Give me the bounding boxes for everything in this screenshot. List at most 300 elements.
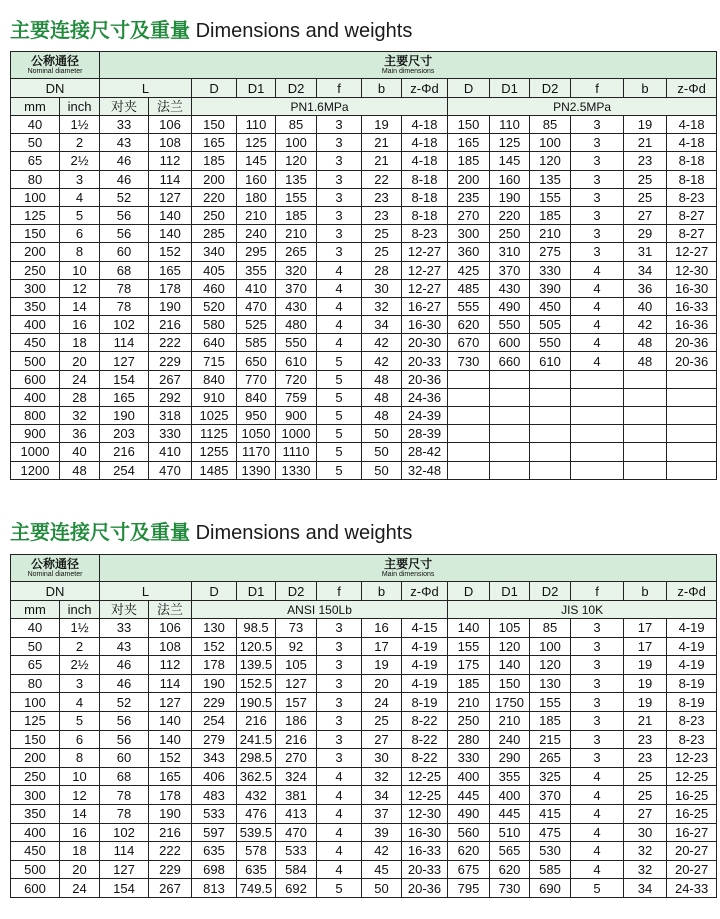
b-header: b xyxy=(624,582,667,601)
cell-dn-inch: 18 xyxy=(60,842,100,861)
cell-l-flange: 318 xyxy=(149,407,192,425)
cell-b: 42 xyxy=(362,842,402,861)
cell-b-r: 36 xyxy=(624,279,667,297)
cell-l-flange: 470 xyxy=(149,461,192,479)
cell-d1-r: 430 xyxy=(490,279,530,297)
cell-b-r: 32 xyxy=(624,860,667,879)
cell-f: 4 xyxy=(317,334,362,352)
cell-d2: 759 xyxy=(276,388,317,406)
cell-b-r: 17 xyxy=(624,619,667,638)
cell-d1-r xyxy=(490,388,530,406)
cell-dn-inch: 4 xyxy=(60,188,100,206)
cell-b: 19 xyxy=(362,656,402,675)
d-header: D xyxy=(192,582,237,601)
cell-d-r: 300 xyxy=(448,225,490,243)
cell-b: 21 xyxy=(362,152,402,170)
cell-bolt-holes: 12-30 xyxy=(402,804,448,823)
dimensions-table xyxy=(10,51,717,480)
table-row xyxy=(11,370,717,388)
cell-d-r: 150 xyxy=(448,116,490,134)
cell-d-r: 620 xyxy=(448,316,490,334)
table-row xyxy=(11,842,717,861)
title-cn: 主要连接尺寸及重量 xyxy=(10,522,190,544)
title-en: Dimensions and weights xyxy=(195,522,413,544)
cell-f-r: 3 xyxy=(571,693,624,712)
cell-b: 23 xyxy=(362,188,402,206)
cell-d2-r: 85 xyxy=(530,116,571,134)
cell-dn-inch: 18 xyxy=(60,334,100,352)
cell-bolt-holes-r: 4-18 xyxy=(667,116,717,134)
cell-d: 285 xyxy=(192,225,237,243)
cell-d: 250 xyxy=(192,206,237,224)
cell-d2-r xyxy=(530,443,571,461)
table-row xyxy=(11,352,717,370)
cell-d2: 216 xyxy=(276,730,317,749)
cell-bolt-holes-r: 4-18 xyxy=(667,134,717,152)
cell-f-r: 3 xyxy=(571,206,624,224)
cell-d1-r: 145 xyxy=(490,152,530,170)
cell-d2-r: 185 xyxy=(530,206,571,224)
cell-b-r: 21 xyxy=(624,134,667,152)
cell-l-flange: 267 xyxy=(149,879,192,898)
cell-dn-inch: 12 xyxy=(60,786,100,805)
cell-l-flange: 165 xyxy=(149,767,192,786)
table-row xyxy=(11,297,717,315)
cell-d1: 1170 xyxy=(237,443,276,461)
main-dimensions-header: 主要尺寸 Main dimensions xyxy=(100,52,717,79)
cell-d2: 1000 xyxy=(276,425,317,443)
cell-f: 5 xyxy=(317,370,362,388)
table-row xyxy=(11,206,717,224)
cell-b: 34 xyxy=(362,316,402,334)
cell-f-r: 3 xyxy=(571,711,624,730)
cell-f-r: 5 xyxy=(571,879,624,898)
cell-b-r: 48 xyxy=(624,334,667,352)
cell-d2-r xyxy=(530,407,571,425)
cell-f-r: 4 xyxy=(571,261,624,279)
cell-d: 165 xyxy=(192,134,237,152)
table-row xyxy=(11,116,717,134)
cell-f: 3 xyxy=(317,711,362,730)
cell-d2-r: 505 xyxy=(530,316,571,334)
cell-dn-mm: 200 xyxy=(11,749,60,768)
cell-l-wafer: 52 xyxy=(100,693,149,712)
cell-bolt-holes: 20-36 xyxy=(402,879,448,898)
cell-dn-inch: 4 xyxy=(60,693,100,712)
cell-f: 5 xyxy=(317,425,362,443)
cell-bolt-holes-r: 12-25 xyxy=(667,767,717,786)
standard-left-header: ANSI 150Lb xyxy=(192,601,448,619)
cell-l-flange: 222 xyxy=(149,842,192,861)
cell-d: 460 xyxy=(192,279,237,297)
cell-b: 48 xyxy=(362,407,402,425)
cell-d1-r xyxy=(490,370,530,388)
cell-bolt-holes: 12-25 xyxy=(402,767,448,786)
cell-b: 22 xyxy=(362,170,402,188)
cell-dn-mm: 600 xyxy=(11,370,60,388)
cell-dn-inch: 40 xyxy=(60,443,100,461)
cell-d2-r: 185 xyxy=(530,711,571,730)
cell-d-r: 490 xyxy=(448,804,490,823)
cell-d1-r: 110 xyxy=(490,116,530,134)
cell-d: 405 xyxy=(192,261,237,279)
cell-d1-r: 490 xyxy=(490,297,530,315)
cell-d1-r: 290 xyxy=(490,749,530,768)
cell-l-flange: 410 xyxy=(149,443,192,461)
cell-b: 16 xyxy=(362,619,402,638)
cell-b: 42 xyxy=(362,334,402,352)
table-row xyxy=(11,693,717,712)
cell-bolt-holes: 8-19 xyxy=(402,693,448,712)
cell-f: 3 xyxy=(317,116,362,134)
cell-b: 27 xyxy=(362,730,402,749)
cell-d: 580 xyxy=(192,316,237,334)
cell-bolt-holes-r: 12-23 xyxy=(667,749,717,768)
cell-dn-mm: 125 xyxy=(11,711,60,730)
cell-d1: 362.5 xyxy=(237,767,276,786)
cell-b: 25 xyxy=(362,225,402,243)
cell-l-flange: 140 xyxy=(149,225,192,243)
table-row xyxy=(11,637,717,656)
cell-l-wafer: 46 xyxy=(100,674,149,693)
cell-d2: 720 xyxy=(276,370,317,388)
cell-f: 3 xyxy=(317,656,362,675)
nominal-diameter-header: 公称通径 Nominal diameter xyxy=(11,52,100,79)
table-row xyxy=(11,334,717,352)
cell-d1-r: 150 xyxy=(490,674,530,693)
cell-d: 640 xyxy=(192,334,237,352)
cell-l-flange: 216 xyxy=(149,316,192,334)
cell-bolt-holes: 8-18 xyxy=(402,188,448,206)
table-row xyxy=(11,225,717,243)
d2-header: D2 xyxy=(276,79,317,98)
cell-b-r xyxy=(624,443,667,461)
cell-b-r: 25 xyxy=(624,767,667,786)
cell-bolt-holes: 8-22 xyxy=(402,730,448,749)
cell-b: 30 xyxy=(362,279,402,297)
cell-dn-inch: 16 xyxy=(60,823,100,842)
cell-bolt-holes: 16-30 xyxy=(402,823,448,842)
cell-d-r: 425 xyxy=(448,261,490,279)
cell-f: 5 xyxy=(317,879,362,898)
cell-d1: 950 xyxy=(237,407,276,425)
cell-dn-mm: 300 xyxy=(11,279,60,297)
cell-l-flange: 190 xyxy=(149,297,192,315)
cell-dn-mm: 80 xyxy=(11,674,60,693)
cell-f: 3 xyxy=(317,730,362,749)
cell-l-wafer: 60 xyxy=(100,749,149,768)
cell-b-r: 19 xyxy=(624,693,667,712)
b-header: b xyxy=(362,582,402,601)
cell-d2-r: 550 xyxy=(530,334,571,352)
cell-b-r xyxy=(624,388,667,406)
cell-d1: 298.5 xyxy=(237,749,276,768)
cell-dn-inch: 24 xyxy=(60,879,100,898)
cell-d1: 355 xyxy=(237,261,276,279)
cell-l-wafer: 154 xyxy=(100,370,149,388)
cell-d2-r: 585 xyxy=(530,860,571,879)
cell-dn-mm: 400 xyxy=(11,388,60,406)
cell-dn-inch: 48 xyxy=(60,461,100,479)
cell-f-r: 3 xyxy=(571,619,624,638)
cell-d: 152 xyxy=(192,637,237,656)
cell-f-r: 3 xyxy=(571,225,624,243)
d2-header: D2 xyxy=(530,582,571,601)
cell-f-r: 4 xyxy=(571,316,624,334)
cell-d1: 470 xyxy=(237,297,276,315)
cell-d1-r: 660 xyxy=(490,352,530,370)
cell-d-r xyxy=(448,425,490,443)
cell-f-r xyxy=(571,407,624,425)
cell-l-flange: 108 xyxy=(149,637,192,656)
cell-d1-r: 600 xyxy=(490,334,530,352)
cell-f: 5 xyxy=(317,352,362,370)
dn-header: DN xyxy=(11,582,100,601)
cell-f: 3 xyxy=(317,188,362,206)
cell-b-r: 30 xyxy=(624,823,667,842)
cell-f: 5 xyxy=(317,407,362,425)
cell-d1: 650 xyxy=(237,352,276,370)
cell-d: 178 xyxy=(192,656,237,675)
cell-d1: 749.5 xyxy=(237,879,276,898)
cell-bolt-holes: 4-18 xyxy=(402,116,448,134)
cell-bolt-holes-r: 12-27 xyxy=(667,243,717,261)
cell-bolt-holes-r: 16-25 xyxy=(667,786,717,805)
cell-dn-mm: 600 xyxy=(11,879,60,898)
cell-l-flange: 114 xyxy=(149,170,192,188)
cell-d1: 410 xyxy=(237,279,276,297)
cell-f-r: 3 xyxy=(571,188,624,206)
cell-d-r: 270 xyxy=(448,206,490,224)
cell-l-flange: 152 xyxy=(149,243,192,261)
cell-bolt-holes-r: 24-33 xyxy=(667,879,717,898)
cell-d1-r: 220 xyxy=(490,206,530,224)
cell-d-r: 360 xyxy=(448,243,490,261)
cell-d2: 370 xyxy=(276,279,317,297)
cell-d-r: 165 xyxy=(448,134,490,152)
section-title xyxy=(10,14,412,43)
cell-d2: 610 xyxy=(276,352,317,370)
cell-dn-inch: 2 xyxy=(60,134,100,152)
table-row xyxy=(11,134,717,152)
cell-dn-inch: 20 xyxy=(60,352,100,370)
cell-d: 190 xyxy=(192,674,237,693)
table-row xyxy=(11,767,717,786)
cell-d1: 180 xyxy=(237,188,276,206)
cell-f: 4 xyxy=(317,860,362,879)
cell-bolt-holes-r: 20-27 xyxy=(667,860,717,879)
cell-b-r: 21 xyxy=(624,711,667,730)
cell-f: 3 xyxy=(317,693,362,712)
cell-d2-r: 215 xyxy=(530,730,571,749)
table-row xyxy=(11,619,717,638)
bolt-holes-header: z-Φd xyxy=(402,79,448,98)
cell-d2-r: 450 xyxy=(530,297,571,315)
cell-l-wafer: 154 xyxy=(100,879,149,898)
cell-d2: 533 xyxy=(276,842,317,861)
cell-l-wafer: 68 xyxy=(100,261,149,279)
cell-l-wafer: 127 xyxy=(100,352,149,370)
cell-d2: 381 xyxy=(276,786,317,805)
cell-bolt-holes-r: 12-30 xyxy=(667,261,717,279)
cell-d2: 135 xyxy=(276,170,317,188)
cell-d1: 145 xyxy=(237,152,276,170)
cell-d: 483 xyxy=(192,786,237,805)
cell-f: 3 xyxy=(317,243,362,261)
cell-l-wafer: 203 xyxy=(100,425,149,443)
cell-b: 50 xyxy=(362,461,402,479)
cell-b-r: 34 xyxy=(624,879,667,898)
cell-bolt-holes-r: 4-19 xyxy=(667,656,717,675)
cell-d-r: 485 xyxy=(448,279,490,297)
cell-f-r: 4 xyxy=(571,334,624,352)
cell-b-r: 19 xyxy=(624,656,667,675)
cell-l-wafer: 102 xyxy=(100,823,149,842)
cell-d-r: 675 xyxy=(448,860,490,879)
cell-d1: 295 xyxy=(237,243,276,261)
standard-right-header: PN2.5MPa xyxy=(448,98,717,116)
standard-right-header: JIS 10K xyxy=(448,601,717,619)
cell-d1-r: 565 xyxy=(490,842,530,861)
cell-l-wafer: 56 xyxy=(100,206,149,224)
cell-b-r xyxy=(624,461,667,479)
table-row xyxy=(11,170,717,188)
cell-l-wafer: 190 xyxy=(100,407,149,425)
cell-f: 4 xyxy=(317,261,362,279)
cell-l-flange: 106 xyxy=(149,116,192,134)
cell-l-flange: 190 xyxy=(149,804,192,823)
cell-dn-mm: 350 xyxy=(11,297,60,315)
cell-b: 24 xyxy=(362,693,402,712)
table-row xyxy=(11,188,717,206)
cell-d2: 1110 xyxy=(276,443,317,461)
cell-d1-r: 240 xyxy=(490,730,530,749)
table-row xyxy=(11,425,717,443)
cell-f: 3 xyxy=(317,749,362,768)
cell-d1: 525 xyxy=(237,316,276,334)
cell-l-wafer: 60 xyxy=(100,243,149,261)
cell-l-flange: 229 xyxy=(149,860,192,879)
cell-b-r: 25 xyxy=(624,786,667,805)
cell-d2: 265 xyxy=(276,243,317,261)
cell-l-flange: 178 xyxy=(149,279,192,297)
d-header: D xyxy=(448,582,490,601)
inch-header: inch xyxy=(60,601,100,619)
table-row xyxy=(11,860,717,879)
cell-b: 19 xyxy=(362,116,402,134)
cell-bolt-holes-r: 8-23 xyxy=(667,711,717,730)
cell-bolt-holes: 16-33 xyxy=(402,842,448,861)
cell-f-r: 4 xyxy=(571,767,624,786)
l-header: L xyxy=(100,79,192,98)
cell-d-r: 445 xyxy=(448,786,490,805)
cell-d: 840 xyxy=(192,370,237,388)
flange-header: 法兰 xyxy=(149,98,192,116)
cell-dn-mm: 300 xyxy=(11,786,60,805)
cell-bolt-holes-r: 4-19 xyxy=(667,619,717,638)
cell-bolt-holes-r: 8-18 xyxy=(667,170,717,188)
cell-bolt-holes: 4-19 xyxy=(402,656,448,675)
cell-l-flange: 165 xyxy=(149,261,192,279)
cell-dn-inch: 2½ xyxy=(60,152,100,170)
cell-d2-r: 85 xyxy=(530,619,571,638)
cell-dn-mm: 65 xyxy=(11,656,60,675)
table-row xyxy=(11,443,717,461)
cell-d2-r: 610 xyxy=(530,352,571,370)
f-header: f xyxy=(317,79,362,98)
cell-d2-r: 325 xyxy=(530,767,571,786)
cell-d2-r: 330 xyxy=(530,261,571,279)
cell-d1-r: 210 xyxy=(490,711,530,730)
cell-bolt-holes: 12-27 xyxy=(402,243,448,261)
cell-d1: 240 xyxy=(237,225,276,243)
cell-l-wafer: 254 xyxy=(100,461,149,479)
cell-d2-r: 530 xyxy=(530,842,571,861)
cell-d2: 270 xyxy=(276,749,317,768)
cell-l-wafer: 78 xyxy=(100,804,149,823)
cell-b: 17 xyxy=(362,637,402,656)
cell-l-wafer: 78 xyxy=(100,297,149,315)
cell-f: 3 xyxy=(317,637,362,656)
cell-d2-r: 130 xyxy=(530,674,571,693)
cell-d: 1485 xyxy=(192,461,237,479)
d2-header: D2 xyxy=(276,582,317,601)
cell-d: 220 xyxy=(192,188,237,206)
cell-bolt-holes-r: 8-27 xyxy=(667,206,717,224)
cell-dn-inch: 16 xyxy=(60,316,100,334)
cell-d1: 432 xyxy=(237,786,276,805)
cell-b-r: 31 xyxy=(624,243,667,261)
cell-d1-r xyxy=(490,407,530,425)
cell-l-flange: 140 xyxy=(149,206,192,224)
cell-d2: 584 xyxy=(276,860,317,879)
cell-d2-r: 210 xyxy=(530,225,571,243)
cell-dn-mm: 200 xyxy=(11,243,60,261)
cell-d2-r: 100 xyxy=(530,637,571,656)
main-dimensions-header: 主要尺寸 Main dimensions xyxy=(100,555,717,582)
cell-b-r: 48 xyxy=(624,352,667,370)
table-row xyxy=(11,711,717,730)
cell-d: 520 xyxy=(192,297,237,315)
cell-bolt-holes-r xyxy=(667,388,717,406)
bolt-holes-header: z-Φd xyxy=(667,79,717,98)
cell-f-r: 4 xyxy=(571,804,624,823)
cell-f: 3 xyxy=(317,674,362,693)
cell-d1-r: 1750 xyxy=(490,693,530,712)
cell-d1: 210 xyxy=(237,206,276,224)
cell-l-wafer: 216 xyxy=(100,443,149,461)
cell-bolt-holes: 24-36 xyxy=(402,388,448,406)
cell-bolt-holes-r xyxy=(667,425,717,443)
table-row xyxy=(11,261,717,279)
cell-d1: 125 xyxy=(237,134,276,152)
cell-f: 3 xyxy=(317,170,362,188)
cell-d1-r xyxy=(490,443,530,461)
cell-bolt-holes: 8-22 xyxy=(402,711,448,730)
cell-b: 50 xyxy=(362,425,402,443)
cell-l-wafer: 114 xyxy=(100,334,149,352)
cell-bolt-holes-r: 4-19 xyxy=(667,637,717,656)
cell-f-r: 3 xyxy=(571,637,624,656)
cell-bolt-holes: 4-18 xyxy=(402,134,448,152)
cell-b: 48 xyxy=(362,370,402,388)
cell-d2-r: 120 xyxy=(530,656,571,675)
cell-b-r: 42 xyxy=(624,316,667,334)
cell-dn-inch: 6 xyxy=(60,730,100,749)
cell-b: 37 xyxy=(362,804,402,823)
cell-bolt-holes: 24-39 xyxy=(402,407,448,425)
cell-b-r xyxy=(624,425,667,443)
